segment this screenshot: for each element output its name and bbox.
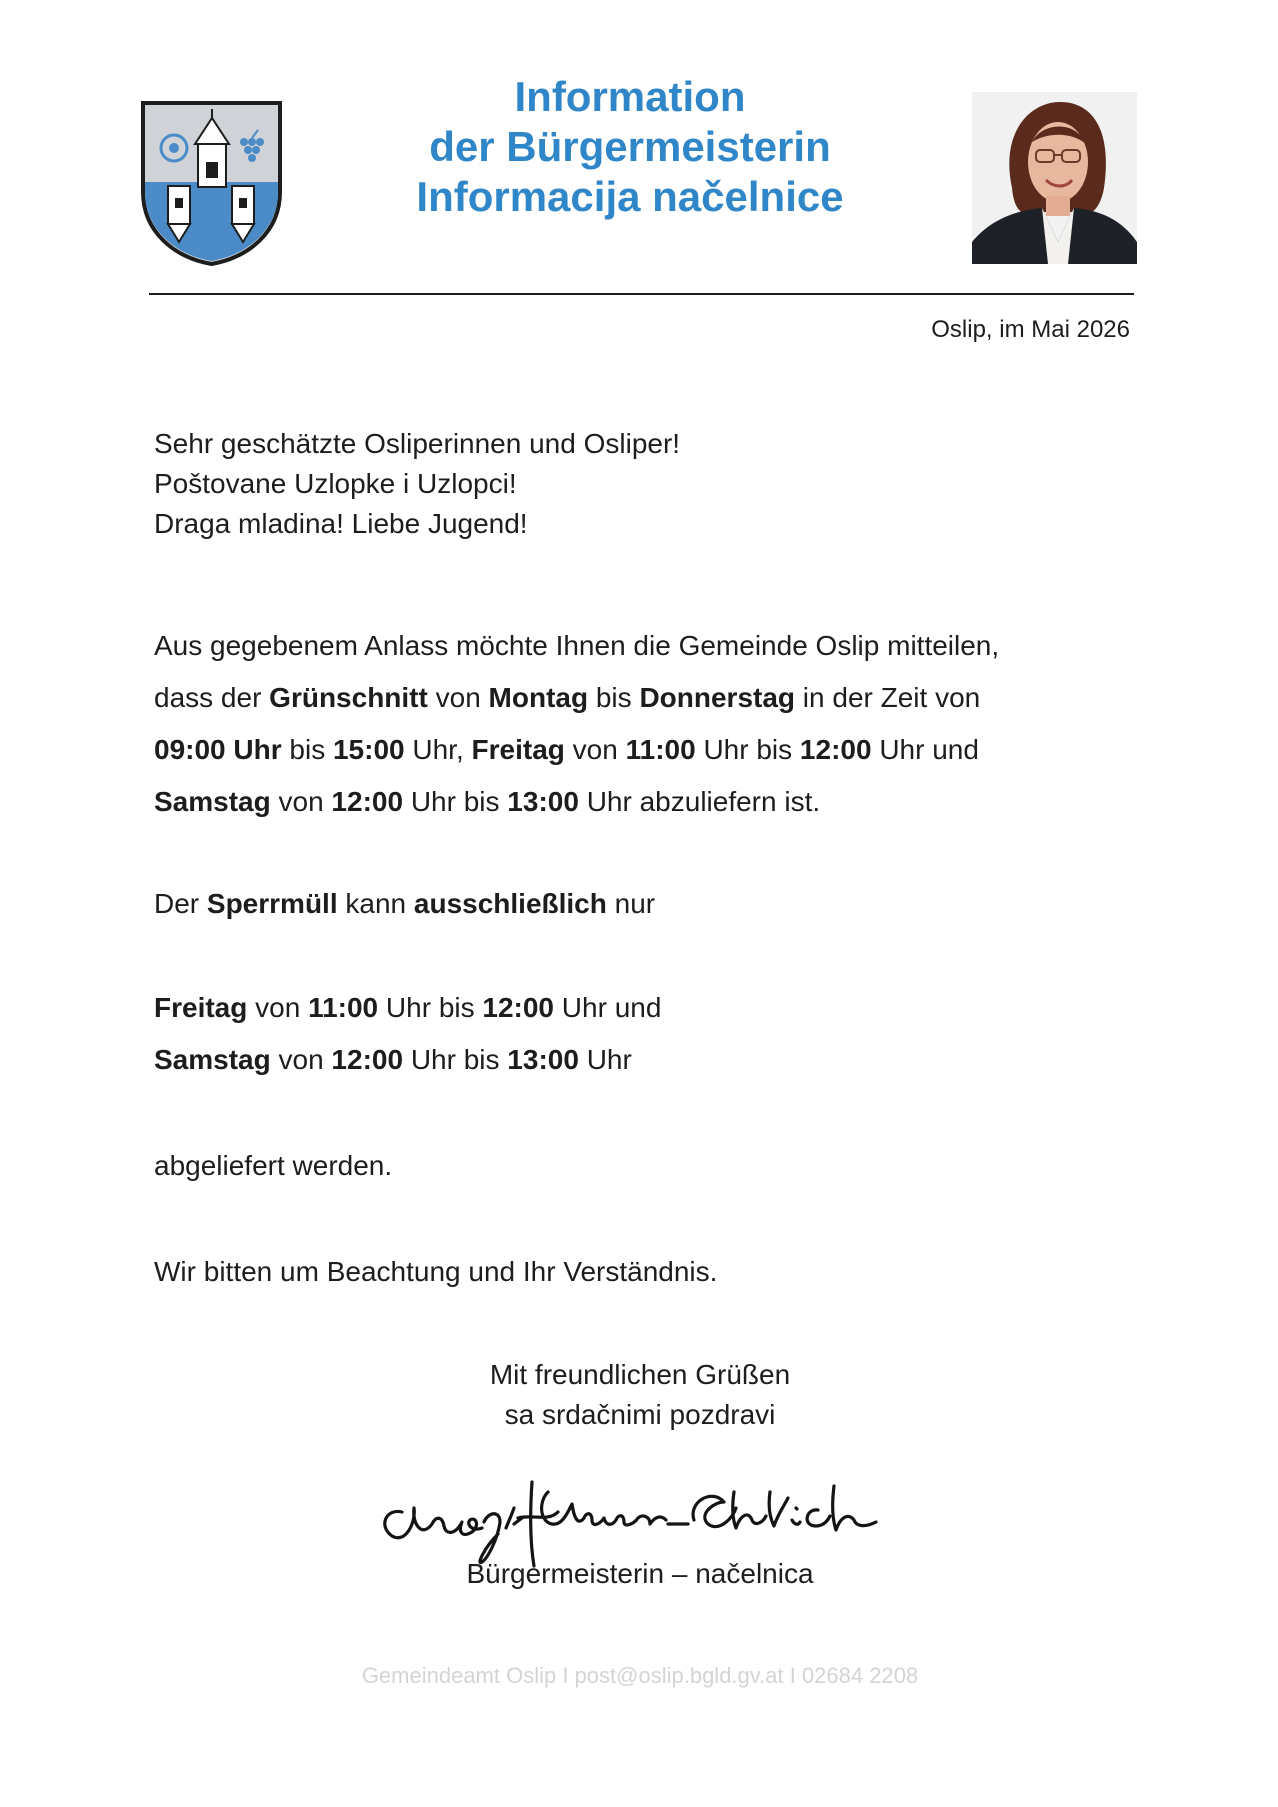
text-line — [154, 620, 999, 672]
bold-text: Donnerstag — [639, 682, 796, 713]
text-line — [154, 1034, 661, 1086]
text-run: von — [427, 682, 489, 713]
bold-text: 15:00 — [332, 734, 405, 765]
bold-text: 13:00 — [507, 1044, 579, 1075]
text-run: von — [247, 992, 309, 1023]
text-run: von — [564, 734, 626, 765]
bold-text: 12:00 — [331, 1044, 404, 1075]
bold-text: 12:00 — [799, 734, 872, 765]
text-run: in der Zeit von — [795, 682, 981, 713]
text-run: von — [270, 786, 332, 817]
bold-text: Samstag — [154, 1044, 271, 1075]
title-line: der Bürgermeisterin — [429, 123, 831, 170]
text-line — [154, 878, 655, 930]
salutation-line: Poštovane Uzlopke i Uzlopci! — [154, 468, 517, 499]
text-run: Uhr bis — [378, 992, 483, 1023]
text-line: Wir bitten um Beachtung und Ihr Verständnis. — [154, 1256, 718, 1287]
bold-text: 13:00 — [507, 786, 579, 817]
bold-text: Sperrmüll — [206, 888, 338, 919]
text-line — [154, 672, 999, 724]
bold-text: 09:00 Uhr — [154, 734, 282, 765]
text-run: Uhr bis — [695, 734, 800, 765]
text-run: Uhr und — [871, 734, 979, 765]
bold-text: Freitag — [471, 734, 565, 765]
bold-text: 11:00 — [308, 992, 379, 1023]
document-date: Oslip, im Mai 2026 — [931, 316, 1130, 343]
title-line: Informacija načelnice — [416, 173, 844, 220]
salutation — [154, 424, 680, 544]
bold-text: 11:00 — [625, 734, 696, 765]
text-line — [154, 724, 999, 776]
text-run: kann — [337, 888, 414, 919]
bold-text: 12:00 — [331, 786, 404, 817]
paragraph-delivered — [154, 1140, 392, 1192]
text-run: bis — [588, 682, 640, 713]
paragraph-bulky-waste — [154, 878, 655, 930]
bold-text: 12:00 — [482, 992, 555, 1023]
paragraph-bulky-waste-times — [154, 982, 661, 1086]
coat-of-arms-icon — [140, 100, 283, 266]
text-run: Aus gegebenem Anlass möchte Ihnen die Gemeinde Oslip mitteilen, — [154, 630, 1000, 661]
text-run: Uhr und — [554, 992, 662, 1023]
text-run: Der — [154, 888, 207, 919]
bold-text: Grünschnitt — [269, 682, 428, 713]
text-run: Uhr abzuliefern ist. — [578, 786, 821, 817]
text-line — [154, 982, 661, 1034]
document-title — [340, 72, 920, 222]
header-divider — [149, 293, 1134, 295]
closing-line: sa srdačnimi pozdravi — [504, 1399, 776, 1430]
text-run: nur — [606, 888, 656, 919]
signatory-role: Bürgermeisterin – načelnica — [466, 1558, 814, 1589]
salutation-line: Sehr geschätzte Osliperinnen und Osliper! — [154, 428, 681, 459]
text-run: Uhr bis — [403, 786, 508, 817]
closing-line: Mit freundlichen Grüßen — [489, 1359, 791, 1390]
title-line: Information — [514, 73, 746, 120]
footer-contact: Gemeindeamt Oslip I post@oslip.bgld.gv.at I 02684 2208 — [361, 1663, 919, 1688]
salutation-line: Draga mladina! Liebe Jugend! — [154, 508, 528, 539]
bold-text: Montag — [488, 682, 589, 713]
text-run: bis — [281, 734, 333, 765]
paragraph-thanks — [154, 1246, 717, 1298]
text-run: Uhr bis — [403, 1044, 508, 1075]
text-run: Uhr, — [404, 734, 472, 765]
portrait-photo-icon — [972, 92, 1137, 264]
text-run: von — [270, 1044, 332, 1075]
text-run: Uhr — [578, 1044, 632, 1075]
bold-text: ausschließlich — [413, 888, 607, 919]
paragraph-green-waste — [154, 620, 999, 828]
bold-text: Freitag — [154, 992, 248, 1023]
text-line: abgeliefert werden. — [154, 1150, 393, 1181]
closing-greeting — [440, 1355, 840, 1435]
text-line — [154, 776, 999, 828]
bold-text: Samstag — [154, 786, 271, 817]
text-run: dass der — [154, 682, 270, 713]
